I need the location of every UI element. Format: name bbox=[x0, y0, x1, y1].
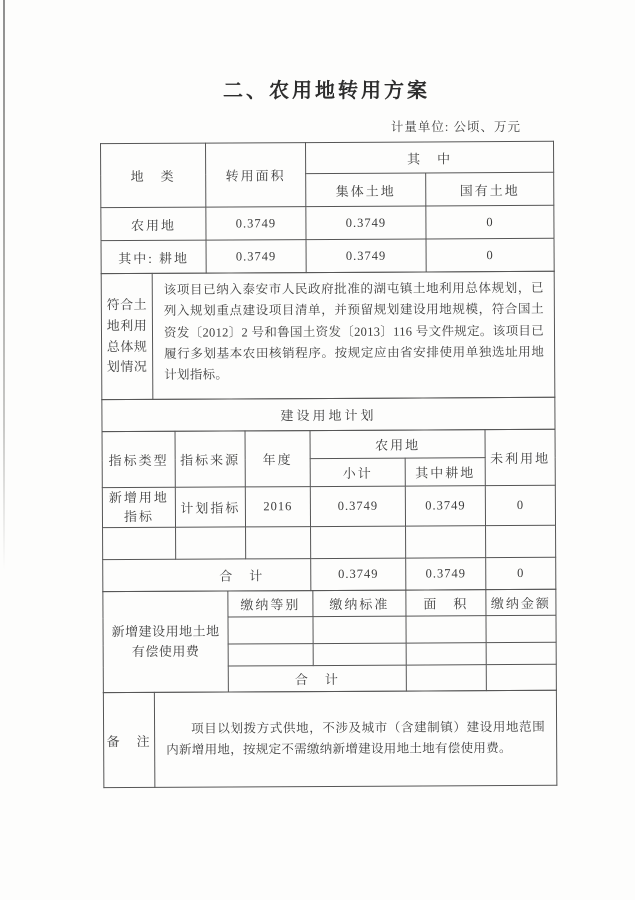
land-conversion-table bbox=[100, 141, 555, 274]
unit-note: 计量单位: 公顷、万元 bbox=[390, 120, 521, 134]
empty-cell bbox=[246, 527, 311, 559]
remarks-label: 备 注 bbox=[103, 692, 154, 787]
plan-row-subtotal: 0.3749 bbox=[310, 486, 405, 526]
plan-total-cultivated: 0.3749 bbox=[406, 558, 486, 590]
header-agricultural-land: 农用地 bbox=[310, 430, 485, 459]
construction-plan-table bbox=[102, 429, 557, 592]
header-conversion-area: 转用面积 bbox=[206, 143, 306, 208]
header-land-type: 地 类 bbox=[101, 143, 206, 208]
fee-label-cell bbox=[103, 591, 229, 693]
empty-cell bbox=[406, 616, 486, 643]
page-title: 二、农用地转用方案 bbox=[223, 80, 430, 102]
row-agricultural-state: 0 bbox=[426, 205, 554, 239]
plan-row-cultivated: 0.3749 bbox=[405, 486, 485, 526]
planning-compliance-section bbox=[101, 271, 556, 400]
plan-row-unused: 0 bbox=[485, 485, 555, 525]
empty-cell bbox=[486, 642, 556, 664]
empty-cell bbox=[176, 527, 246, 559]
empty-cell bbox=[228, 617, 313, 644]
header-of-which: 其 中 bbox=[306, 141, 554, 173]
empty-cell bbox=[313, 616, 406, 643]
plan-total-unused: 0 bbox=[486, 557, 556, 589]
scan-edge-artifact bbox=[3, 0, 5, 570]
header-collective-land: 集体土地 bbox=[306, 173, 426, 207]
header-indicator-source: 指标来源 bbox=[175, 431, 245, 487]
header-subtotal: 小计 bbox=[310, 458, 405, 486]
header-fee-area: 面 积 bbox=[406, 590, 486, 616]
empty-cell bbox=[486, 615, 556, 642]
empty-cell bbox=[406, 643, 486, 665]
row-agricultural-area: 0.3749 bbox=[206, 207, 306, 241]
plan-row-year: 2016 bbox=[245, 487, 310, 527]
row-agricultural-collective: 0.3749 bbox=[306, 206, 426, 240]
remarks-section bbox=[103, 690, 557, 788]
row-agricultural-label: 农用地 bbox=[101, 207, 206, 241]
header-year: 年度 bbox=[245, 431, 310, 487]
planning-content: 该项目已纳入泰安市人民政府批准的湖屯镇土地利用总体规划，已列入规划重点建设项目清单，并预留规划建设用地规模，符合国土资发〔2012〕2 号和鲁国土资发〔2013〕116 号文件规定。该项目已履行多划基本农田核销程序。按规定应由省安排使用单独选址用地计划指标。 bbox=[152, 271, 555, 399]
plan-section-title: 建设用地计划 bbox=[102, 397, 555, 431]
empty-cell bbox=[313, 643, 406, 665]
plan-row-source: 计划指标 bbox=[175, 487, 245, 527]
header-state-land: 国有土地 bbox=[426, 172, 554, 206]
plan-row-type bbox=[102, 487, 175, 527]
plan-row-type-text: 新增用地指标 bbox=[108, 489, 169, 524]
empty-cell bbox=[486, 525, 556, 557]
fee-total-label: 合 计 bbox=[228, 665, 406, 692]
remarks-content: 项目以划拨方式供地，不涉及城市（含建制镇）建设用地范围内新增用地，按规定不需缴纳新增建设用地土地有偿使用费。 bbox=[154, 690, 556, 787]
header-of-which-cultivated: 其中耕地 bbox=[405, 458, 485, 486]
empty-cell bbox=[311, 526, 406, 558]
empty-cell bbox=[228, 644, 313, 666]
row-cultivated-state: 0 bbox=[426, 238, 554, 272]
row-cultivated-collective: 0.3749 bbox=[306, 239, 426, 273]
header-unused-land: 未利用地 bbox=[485, 429, 555, 485]
form-table bbox=[100, 141, 556, 788]
header-indicator-type: 指标类型 bbox=[102, 431, 175, 487]
header-payment-grade: 缴纳等别 bbox=[228, 591, 313, 617]
header-payment-amount: 缴纳金额 bbox=[486, 589, 556, 615]
empty-cell bbox=[406, 526, 486, 558]
empty-cell bbox=[486, 664, 556, 690]
row-cultivated-area: 0.3749 bbox=[206, 240, 306, 274]
empty-cell bbox=[103, 527, 176, 559]
plan-total-subtotal: 0.3749 bbox=[311, 558, 406, 590]
empty-cell bbox=[406, 665, 486, 691]
row-cultivated-label: 其中: 耕地 bbox=[101, 240, 206, 274]
plan-total-label: 合 计 bbox=[103, 559, 311, 592]
planning-label-cell bbox=[101, 273, 153, 399]
plan-section-band bbox=[101, 397, 555, 432]
header-payment-standard: 缴纳标准 bbox=[313, 590, 406, 616]
paid-use-fee-table bbox=[102, 589, 557, 693]
planning-label: 符合土地利用总体规划情况 bbox=[106, 296, 148, 375]
fee-label: 新增建设用地土地有偿使用费 bbox=[111, 623, 220, 660]
